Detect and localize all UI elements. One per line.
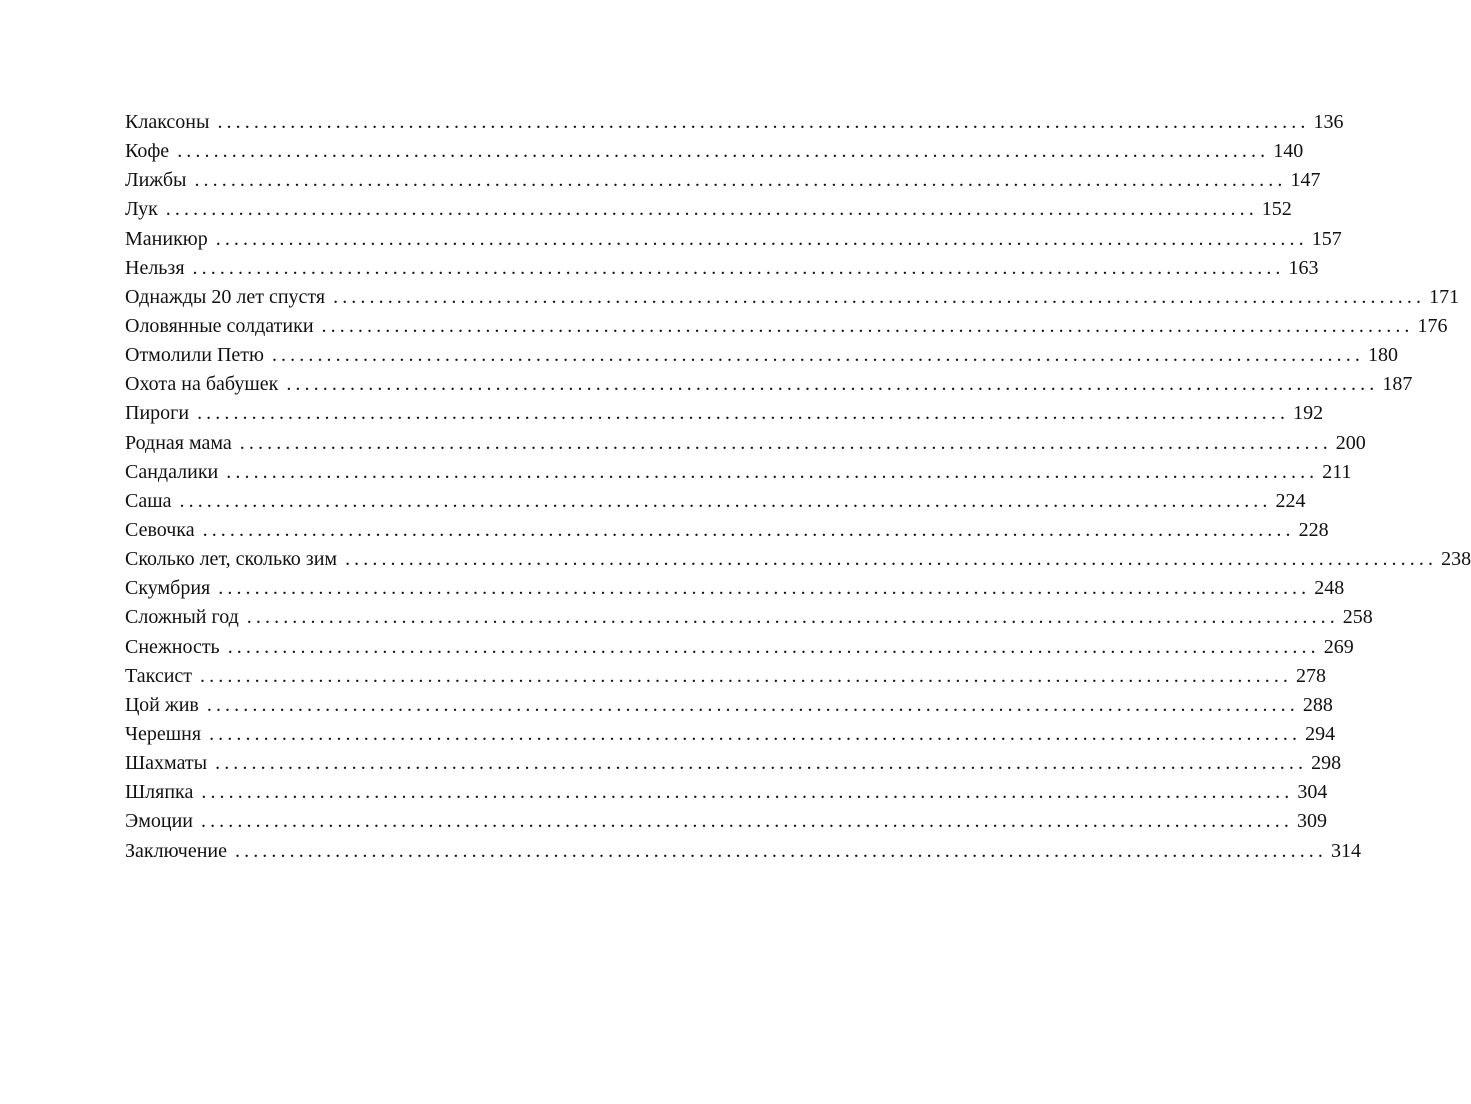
toc-entry-page-number: 248 bbox=[1314, 577, 1345, 600]
toc-entry bbox=[125, 341, 1398, 370]
toc-dot-leader: ........................................................................................................................ bbox=[197, 402, 1290, 425]
toc-entry bbox=[125, 545, 1471, 574]
toc-entry-title: Саша bbox=[125, 489, 172, 512]
toc-entry bbox=[125, 574, 1345, 603]
toc-entry-title: Заключение bbox=[125, 839, 227, 862]
toc-entry-title: Лук bbox=[125, 198, 158, 221]
toc-dot-leader: ........................................................................................................................ bbox=[206, 693, 1299, 716]
toc-entry bbox=[125, 225, 1342, 254]
toc-dot-leader: ........................................................................................................................ bbox=[192, 256, 1285, 279]
toc-entry-page-number: 157 bbox=[1311, 227, 1342, 250]
toc-entry-title: Шляпка bbox=[125, 781, 194, 804]
toc-entry bbox=[125, 458, 1352, 487]
toc-entry-page-number: 136 bbox=[1313, 111, 1344, 133]
toc-entry-title: Маникюр bbox=[125, 227, 208, 250]
toc-entry-title: Цой жив bbox=[125, 693, 199, 716]
toc-entry-page-number: 288 bbox=[1302, 693, 1333, 716]
toc-entry bbox=[125, 108, 1344, 137]
toc-entry bbox=[125, 429, 1366, 458]
toc-dot-leader: ........................................................................................................................ bbox=[217, 111, 1310, 133]
toc-entry bbox=[125, 283, 1460, 312]
toc-entry-page-number: 200 bbox=[1335, 431, 1366, 454]
toc-entry bbox=[125, 633, 1354, 662]
toc-entry-page-number: 211 bbox=[1322, 460, 1352, 483]
toc-entry bbox=[125, 312, 1448, 341]
toc-entry-page-number: 304 bbox=[1297, 781, 1328, 804]
toc-dot-leader: ........................................................................................................................ bbox=[246, 606, 1339, 629]
toc-entry bbox=[125, 837, 1361, 866]
toc-entry-title: Лижбы bbox=[125, 169, 187, 192]
toc-entry-title: Охота на бабушек bbox=[125, 373, 279, 396]
table-of-contents bbox=[125, 108, 1471, 866]
toc-entry bbox=[125, 603, 1373, 632]
toc-entry-page-number: 224 bbox=[1275, 489, 1306, 512]
toc-entry bbox=[125, 749, 1342, 778]
toc-dot-leader: ........................................................................................................................ bbox=[194, 169, 1287, 192]
toc-dot-leader: ........................................................................................................................ bbox=[345, 548, 1438, 571]
toc-entry-title: Сложный год bbox=[125, 606, 239, 629]
toc-dot-leader: ........................................................................................................................ bbox=[227, 635, 1320, 658]
toc-entry bbox=[125, 487, 1306, 516]
toc-dot-leader: ........................................................................................................................ bbox=[202, 518, 1295, 541]
toc-entry bbox=[125, 662, 1327, 691]
toc-entry-title: Однажды 20 лет спустя bbox=[125, 285, 326, 308]
toc-dot-leader: ........................................................................................................................ bbox=[200, 664, 1293, 687]
toc-entry-title: Сколько лет, сколько зим bbox=[125, 548, 338, 571]
toc-entry-page-number: 238 bbox=[1441, 548, 1471, 571]
toc-entry bbox=[125, 254, 1319, 283]
toc-entry-title: Родная мама bbox=[125, 431, 232, 454]
toc-dot-leader: ........................................................................................................................ bbox=[286, 373, 1379, 396]
toc-dot-leader: ........................................................................................................................ bbox=[209, 722, 1302, 745]
toc-dot-leader: ........................................................................................................................ bbox=[218, 577, 1311, 600]
toc-entry-title: Оловянные солдатики bbox=[125, 314, 314, 337]
toc-dot-leader: ........................................................................................................................ bbox=[226, 460, 1319, 483]
toc-entry bbox=[125, 516, 1329, 545]
toc-dot-leader: ........................................................................................................................ bbox=[215, 752, 1308, 775]
toc-entry-title: Шахматы bbox=[125, 752, 208, 775]
toc-entry bbox=[125, 399, 1324, 428]
toc-entry bbox=[125, 166, 1321, 195]
toc-dot-leader: ........................................................................................................................ bbox=[179, 489, 1272, 512]
toc-entry-title: Сандалики bbox=[125, 460, 219, 483]
toc-dot-leader: ........................................................................................................................ bbox=[165, 198, 1258, 221]
toc-entry-title: Снежность bbox=[125, 635, 220, 658]
toc-entry-page-number: 187 bbox=[1382, 373, 1413, 396]
toc-entry-title: Отмолили Петю bbox=[125, 344, 264, 367]
toc-entry-page-number: 180 bbox=[1367, 344, 1398, 367]
toc-dot-leader: ........................................................................................................................ bbox=[201, 781, 1294, 804]
toc-dot-leader: ........................................................................................................................ bbox=[215, 227, 1308, 250]
toc-entry-title: Скумбрия bbox=[125, 577, 211, 600]
toc-entry bbox=[125, 807, 1327, 836]
toc-entry bbox=[125, 370, 1413, 399]
toc-entry bbox=[125, 778, 1328, 807]
toc-entry-title: Таксист bbox=[125, 664, 193, 687]
toc-entry-page-number: 294 bbox=[1305, 722, 1336, 745]
toc-dot-leader: ........................................................................................................................ bbox=[239, 431, 1332, 454]
toc-dot-leader: ........................................................................................................................ bbox=[333, 285, 1426, 308]
toc-entry-page-number: 278 bbox=[1296, 664, 1327, 687]
toc-entry-page-number: 152 bbox=[1261, 198, 1292, 221]
toc-dot-leader: ........................................................................................................................ bbox=[200, 810, 1293, 833]
toc-entry-title: Черешня bbox=[125, 722, 202, 745]
toc-entry-title: Кофе bbox=[125, 140, 170, 163]
toc-dot-leader: ........................................................................................................................ bbox=[271, 344, 1364, 367]
toc-entry bbox=[125, 137, 1304, 166]
toc-entry-page-number: 176 bbox=[1417, 314, 1448, 337]
toc-entry-page-number: 147 bbox=[1290, 169, 1321, 192]
toc-dot-leader: ........................................................................................................................ bbox=[177, 140, 1270, 163]
toc-dot-leader: ........................................................................................................................ bbox=[321, 314, 1414, 337]
toc-entry-page-number: 309 bbox=[1296, 810, 1327, 833]
toc-entry bbox=[125, 720, 1336, 749]
toc-entry-page-number: 314 bbox=[1331, 839, 1361, 862]
toc-entry-title: Клаксоны bbox=[125, 111, 210, 133]
toc-dot-leader: ........................................................................................................................ bbox=[235, 839, 1327, 862]
toc-entry-page-number: 298 bbox=[1311, 752, 1342, 775]
toc-entry-title: Севочка bbox=[125, 518, 195, 541]
toc-entry-page-number: 163 bbox=[1288, 256, 1319, 279]
toc-entry-page-number: 269 bbox=[1323, 635, 1354, 658]
toc-entry bbox=[125, 691, 1333, 720]
toc-entry-page-number: 192 bbox=[1293, 402, 1324, 425]
toc-entry-page-number: 228 bbox=[1298, 518, 1329, 541]
toc-entry-title: Нельзя bbox=[125, 256, 185, 279]
toc-entry-page-number: 171 bbox=[1429, 285, 1460, 308]
toc-entry-title: Пироги bbox=[125, 402, 190, 425]
toc-entry-page-number: 140 bbox=[1273, 140, 1304, 163]
toc-entry bbox=[125, 195, 1292, 224]
toc-entry-page-number: 258 bbox=[1342, 606, 1373, 629]
toc-entry-title: Эмоции bbox=[125, 810, 193, 833]
